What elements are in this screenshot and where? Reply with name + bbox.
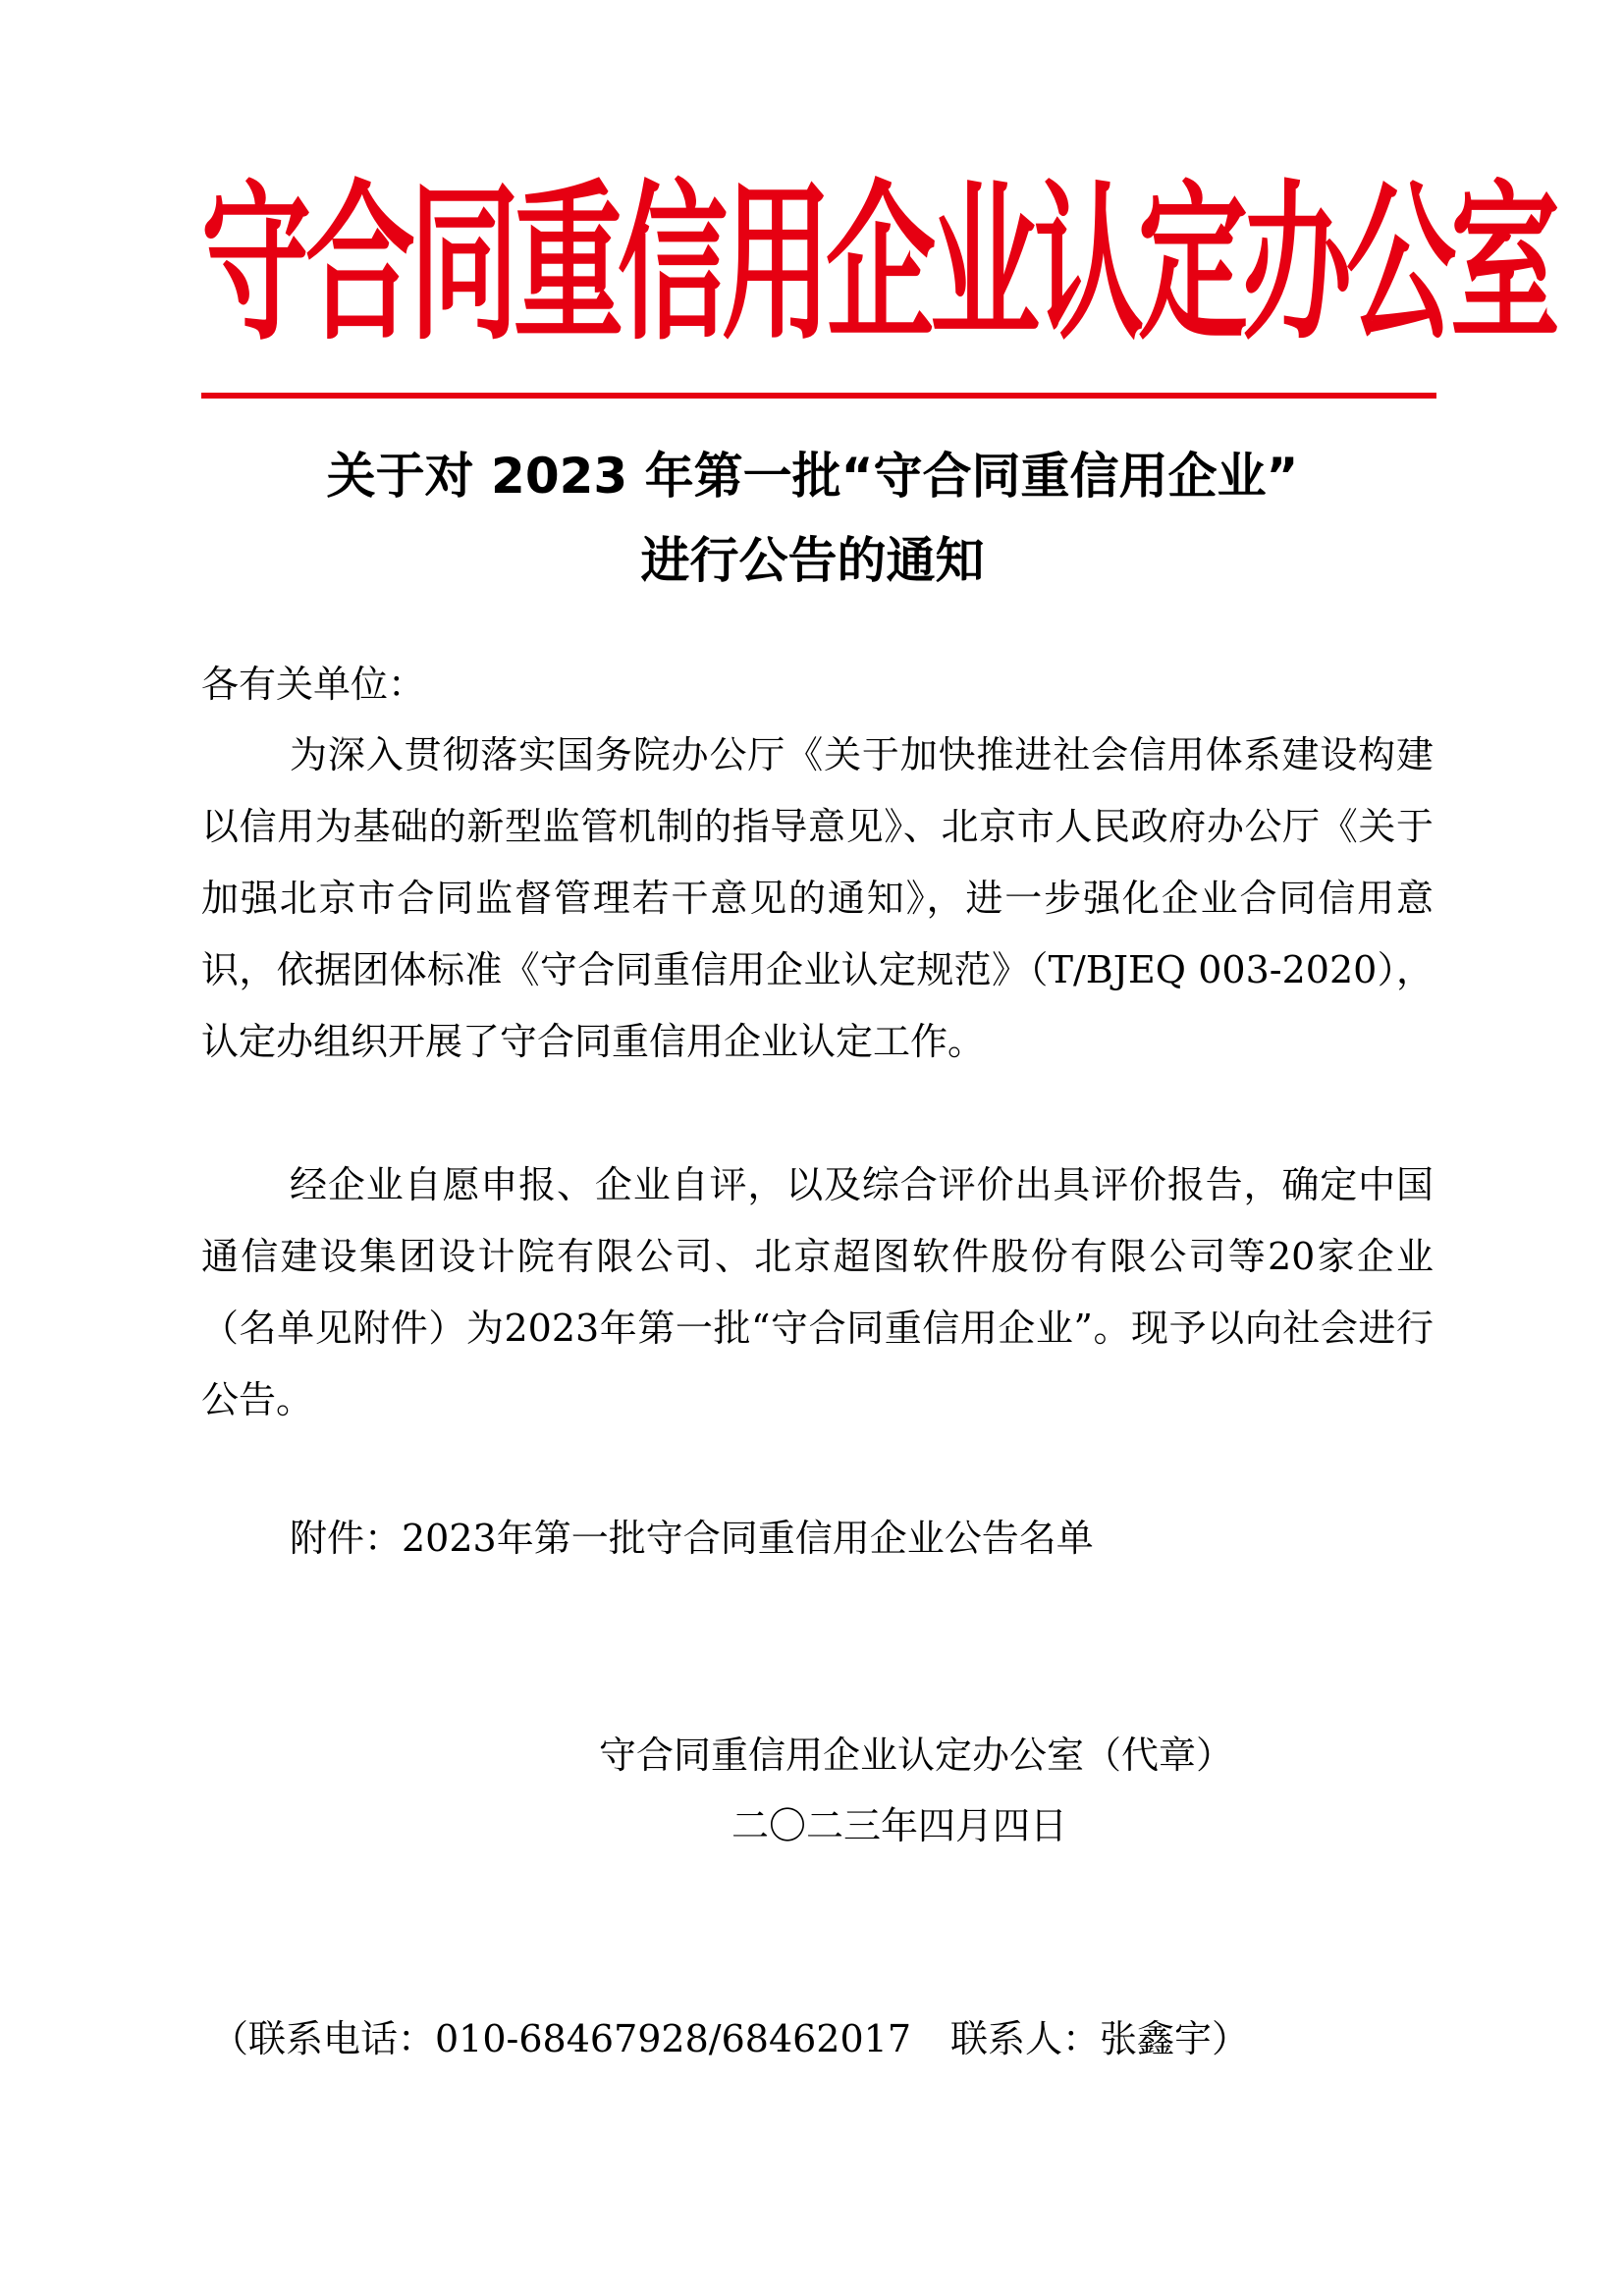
document-title-line-1: 关于对 2023 年第一批“守合同重信用企业” [326,448,1299,505]
contact-info [211,2009,1249,2068]
attachment-note: 附件：2023年第一批守合同重信用企业公告名单 [290,1517,1094,1560]
salutation: 各有关单位： [201,663,426,706]
contact-phone: （联系电话：010-68467928/68462017 [211,2017,912,2060]
signature-organization: 守合同重信用企业认定办公室（代章） [599,1734,1234,1777]
signature-date: 二〇二三年四月四日 [731,1804,1068,1847]
letterhead-org-name: 守合同重信用企业认定办公室 [201,166,1554,364]
contact-person: 联系人：张鑫宇） [950,2017,1250,2060]
body-paragraph-2: 经企业自愿申报、企业自评，以及综合评价出具评价报告，确定中国通信建设集团设计院有限公司、北京超图软件股份有限公司等20家企业（名单见附件）为2023年第一批“守合同重信用企业”。现予以向社会进行公告。 [201,1163,1434,1421]
document-title-line-2: 进行公告的通知 [640,532,985,589]
body-paragraph-1: 为深入贯彻落实国务院办公厅《关于加快推进社会信用体系建设构建以信用为基础的新型监管机制的指导意见》、北京市人民政府办公厅《关于加强北京市合同监督管理若干意见的通知》，进一步强化企业合同信用意识，依据团体标准《守合同重信用企业认定规范》（T/BJEQ 003-2020），认定办组织开展了守合同重信用企业认定工作。 [201,733,1434,1063]
letterhead-red-rule [201,393,1436,399]
